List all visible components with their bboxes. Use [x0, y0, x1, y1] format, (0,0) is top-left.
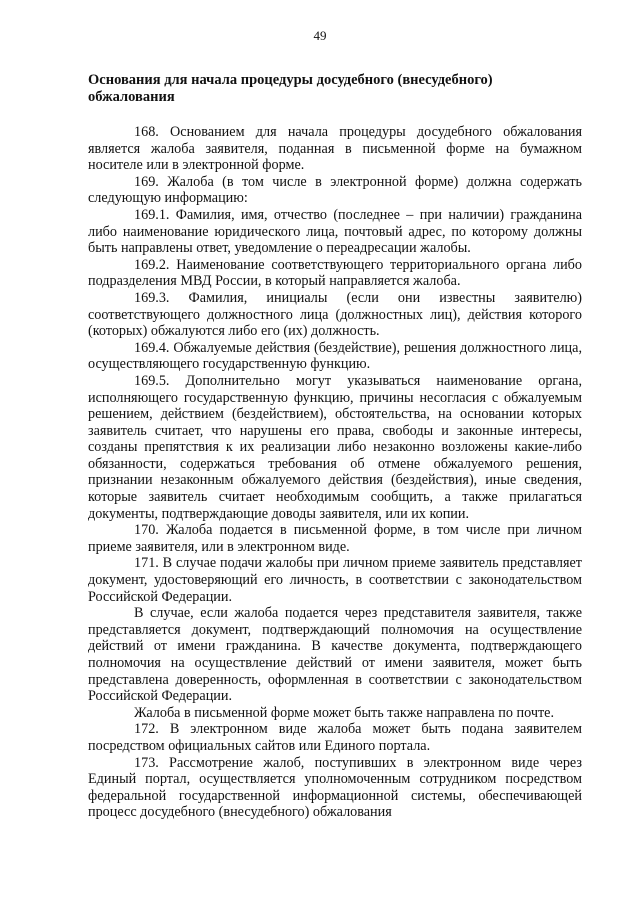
paragraph-171-representative: В случае, если жалоба подается через представителя заявителя, также представляется документ, подтверждающий полномочия на осуществление действий от имени гражданина. В качестве документа, подтверждающего полномочия на осуществление действий от имени заявителя, может быть представлена доверенность, оформленная в соответствии с законодательством Российской Федерации. [88, 605, 582, 705]
paragraph-171-mail: Жалоба в письменной форме может быть также направлена по почте. [134, 704, 555, 721]
paragraph-169-1: 169.1. Фамилия, имя, отчество (последнее – при наличии) гражданина либо наименование юридического лица, почтовый адрес, по которому должны быть направлены ответ, уведомление о переадресации жалобы. [88, 206, 582, 257]
paragraph-169-4: 169.4. Обжалуемые действия (бездействие), решения должностного лица, осуществляющего государственную функцию. [88, 339, 582, 373]
paragraph-172: 172. В электронном виде жалоба может быть подана заявителем посредством официальных сайтов или Единого портала. [88, 721, 582, 754]
paragraph-169: 169. Жалоба (в том числе в электронной форме) должна содержать следующую информацию: [88, 173, 582, 207]
paragraph-169-2: 169.2. Наименование соответствующего территориального органа либо подразделения МВД России, в который направляется жалоба. [88, 256, 582, 290]
paragraph-173: 173. Рассмотрение жалоб, поступивших в электронном виде через Единый портал, осуществляется уполномоченным сотрудником посредством федеральной государственной информационной системы, обеспечивающей процесс досудебного (внесудебного) обжалования [88, 754, 582, 821]
body-text [88, 124, 582, 821]
page-number: 49 [313, 28, 327, 43]
paragraph-169-5: 169.5. Дополнительно могут указываться наименование органа, исполняющего государственную функцию, причины несогласия с обжалуемым решением, действием (бездействием), обстоятельства, на основании которых заявитель считает, что нарушены его права, свободы и законные интересы, созданы препятствия к их реализации либо незаконно возложены какие-либо обязанности, содержаться требования об отмене обжалуемого решения, признании незаконным обжалуемого действия (бездействия), иные сведения, которые заявитель считает необходимым сообщить, а также прилагаться документы, подтверждающие доводы заявителя, или их копии. [88, 372, 582, 522]
paragraph-170: 170. Жалоба подается в письменной форме, в том числе при личном приеме заявителя, или в электронном виде. [88, 522, 582, 555]
paragraph-171: 171. В случае подачи жалобы при личном приеме заявитель представляет документ, удостоверяющий его личность, в соответствии с законодательством Российской Федерации. [88, 555, 582, 605]
paragraph-168: 168. Основанием для начала процедуры досудебного обжалования является жалоба заявителя, поданная в письменной форме на бумажном носителе или в электронной форме. [88, 124, 582, 174]
paragraph-169-3: 169.3. Фамилия, инициалы (если они известны заявителю) соответствующего должностного лица (должностных лиц), действия которого (которых) обжалуются либо его (их) должность. [88, 289, 582, 340]
section-heading: Основания для начала процедуры досудебного (внесудебного) обжалования [88, 72, 493, 105]
